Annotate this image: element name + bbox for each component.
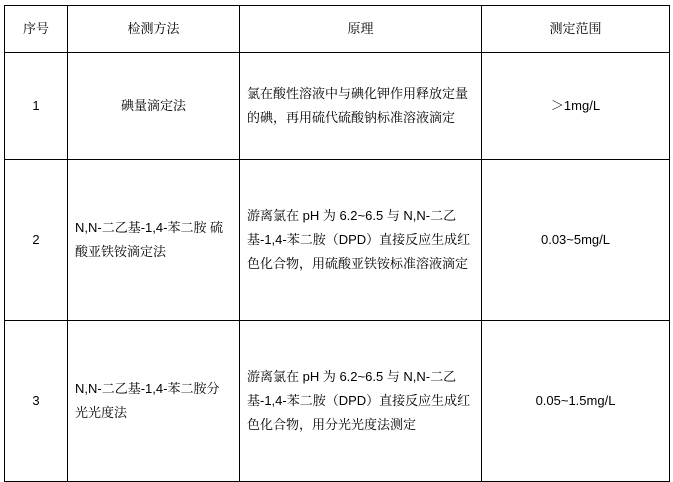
table-header (5, 6, 670, 53)
table-body (5, 53, 670, 482)
cell-range: 0.05~1.5mg/L (482, 321, 670, 482)
table-row (5, 160, 670, 321)
column-header-method: 检测方法 (68, 6, 240, 53)
cell-no: 2 (5, 160, 68, 321)
cell-method-text: N,N-二乙基-1,4-苯二胺分光光度法 (75, 380, 220, 420)
cell-no: 1 (5, 53, 68, 160)
cell-method (68, 160, 240, 321)
table-row (5, 321, 670, 482)
column-header-principle: 原理 (240, 6, 482, 53)
cell-range: ＞1mg/L (482, 53, 670, 160)
cell-method-text: 碘量滴定法 (120, 97, 186, 113)
cell-range: 0.03~5mg/L (482, 160, 670, 321)
column-header-range: 测定范围 (482, 6, 670, 53)
cell-principle: 游离氯在 pH 为 6.2~6.5 与 N,N-二乙基-1,4-苯二胺（DPD）直接反应生成红色化合物，用硫酸亚铁铵标准溶液滴定 (240, 160, 482, 321)
cell-principle: 游离氯在 pH 为 6.2~6.5 与 N,N-二乙基-1,4-苯二胺（DPD）直接反应生成红色化合物，用分光光度法测定 (240, 321, 482, 482)
cell-method (68, 53, 240, 160)
cell-principle: 氯在酸性溶液中与碘化钾作用释放定量的碘，再用硫代硫酸钠标准溶液滴定 (240, 53, 482, 160)
cell-method-text: N,N-二乙基-1,4-苯二胺 硫酸亚铁铵滴定法 (75, 219, 224, 259)
detection-methods-table (4, 5, 670, 482)
cell-no: 3 (5, 321, 68, 482)
cell-method (68, 321, 240, 482)
table-header-row (5, 6, 670, 53)
column-header-no: 序号 (5, 6, 68, 53)
table-row (5, 53, 670, 160)
